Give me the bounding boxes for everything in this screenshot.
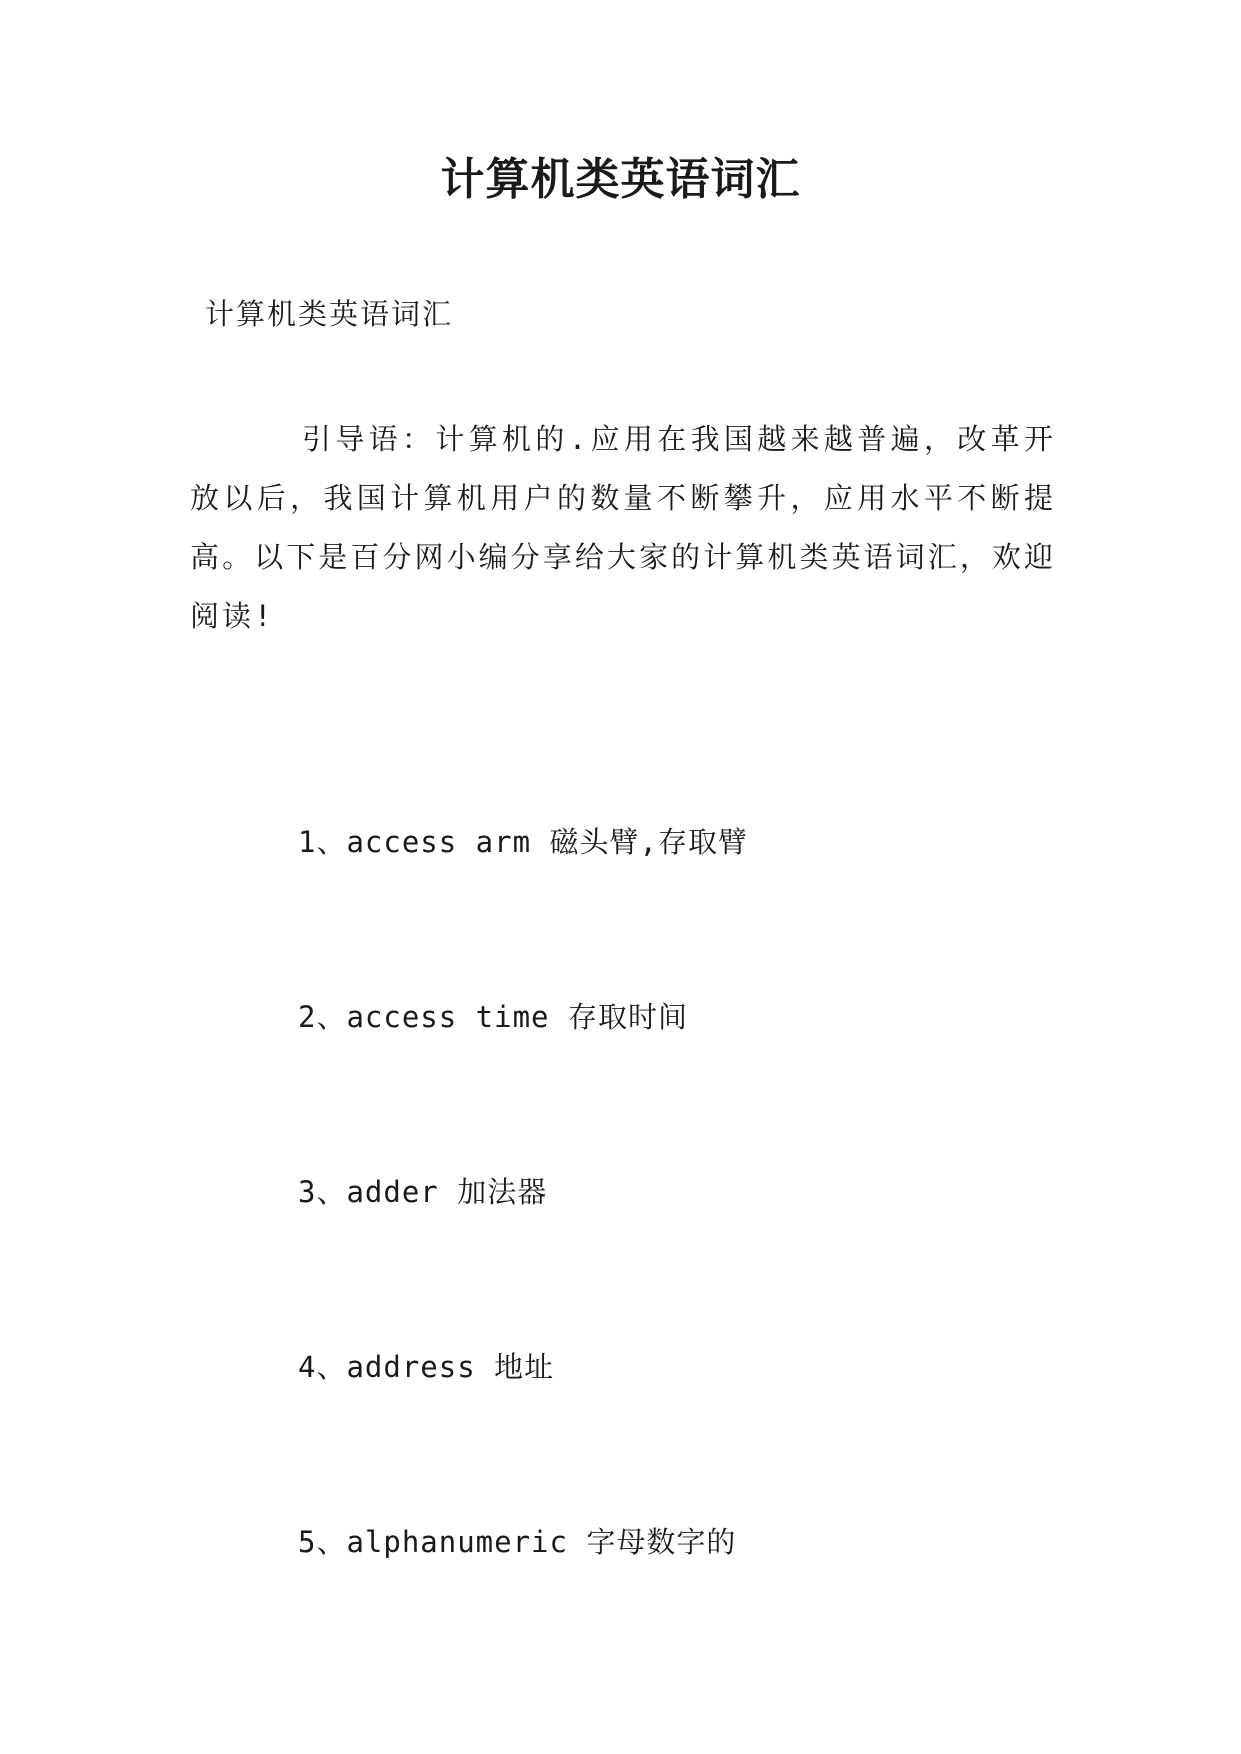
vocabulary-item: 3、adder 加法器: [298, 1175, 548, 1209]
document-title: 计算机类英语词汇: [440, 154, 801, 205]
vocabulary-item: 2、access time 存取时间: [298, 1000, 688, 1034]
vocabulary-item: 5、alphanumeric 字母数字的: [298, 1525, 737, 1559]
vocabulary-list: [298, 820, 748, 1695]
document-subtitle: 计算机类英语词汇: [205, 297, 454, 331]
intro-paragraph: 引导语：计算机的.应用在我国越来越普遍，改革开放以后，我国计算机用户的数量不断攀升，应用水平不断提高。以下是百分网小编分享给大家的计算机类英语词汇，欢迎阅读!: [190, 422, 1056, 633]
vocabulary-item: 4、address 地址: [298, 1350, 555, 1384]
vocabulary-item: 1、access arm 磁头臂,存取臂: [298, 825, 748, 859]
